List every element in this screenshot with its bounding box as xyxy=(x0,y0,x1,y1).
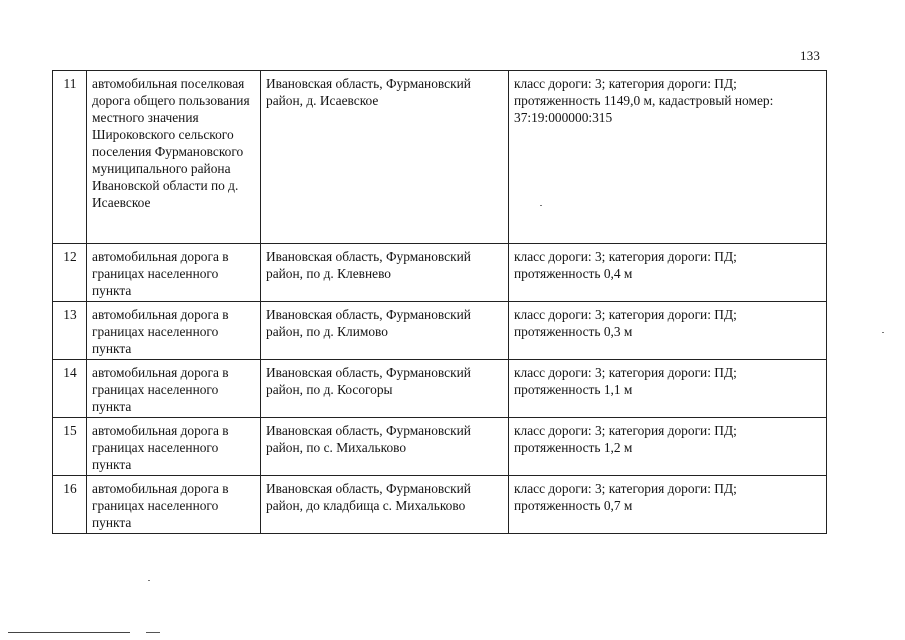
row-number: 14 xyxy=(53,360,87,418)
road-name: автомобильная дорога в границах населенного пункта xyxy=(87,302,261,360)
road-characteristics: класс дороги: 3; категория дороги: ПД; протяженность 0,3 м xyxy=(509,302,827,360)
road-characteristics: класс дороги: 3; категория дороги: ПД; протяженность 1149,0 м, кадастровый номер: 37:19:000000:315 xyxy=(509,71,827,244)
table-row xyxy=(53,418,827,476)
scan-speck xyxy=(148,580,150,581)
road-name: автомобильная дорога в границах населенного пункта xyxy=(87,244,261,302)
road-characteristics: класс дороги: 3; категория дороги: ПД; протяженность 1,1 м xyxy=(509,360,827,418)
road-location: Ивановская область, Фурмановский район, д. Исаевское xyxy=(261,71,509,244)
road-location: Ивановская область, Фурмановский район, по д. Клевнево xyxy=(261,244,509,302)
roads-table xyxy=(52,70,827,534)
scan-speck xyxy=(882,332,884,333)
row-number: 15 xyxy=(53,418,87,476)
footer-rule xyxy=(146,632,160,633)
scan-speck xyxy=(540,205,542,206)
table-row xyxy=(53,244,827,302)
row-number: 12 xyxy=(53,244,87,302)
row-number: 11 xyxy=(53,71,87,244)
road-characteristics: класс дороги: 3; категория дороги: ПД; протяженность 0,4 м xyxy=(509,244,827,302)
road-name: автомобильная дорога в границах населенного пункта xyxy=(87,476,261,534)
road-characteristics: класс дороги: 3; категория дороги: ПД; протяженность 1,2 м xyxy=(509,418,827,476)
table-row xyxy=(53,476,827,534)
footer-rule xyxy=(8,632,130,633)
road-characteristics: класс дороги: 3; категория дороги: ПД; протяженность 0,7 м xyxy=(509,476,827,534)
table-row xyxy=(53,302,827,360)
page-number: 133 xyxy=(800,48,821,63)
road-location: Ивановская область, Фурмановский район, по с. Михальково xyxy=(261,418,509,476)
table-row xyxy=(53,71,827,244)
road-location: Ивановская область, Фурмановский район, по д. Косогоры xyxy=(261,360,509,418)
road-location: Ивановская область, Фурмановский район, до кладбища с. Михальково xyxy=(261,476,509,534)
row-number: 13 xyxy=(53,302,87,360)
row-number: 16 xyxy=(53,476,87,534)
road-name: автомобильная поселковая дорога общего пользования местного значения Широковского сельского поселения Фурмановского муниципального района Ивановской области по д. Исаевское xyxy=(87,71,261,244)
road-location: Ивановская область, Фурмановский район, по д. Климово xyxy=(261,302,509,360)
road-name: автомобильная дорога в границах населенного пункта xyxy=(87,360,261,418)
road-name: автомобильная дорога в границах населенного пункта xyxy=(87,418,261,476)
table-row xyxy=(53,360,827,418)
